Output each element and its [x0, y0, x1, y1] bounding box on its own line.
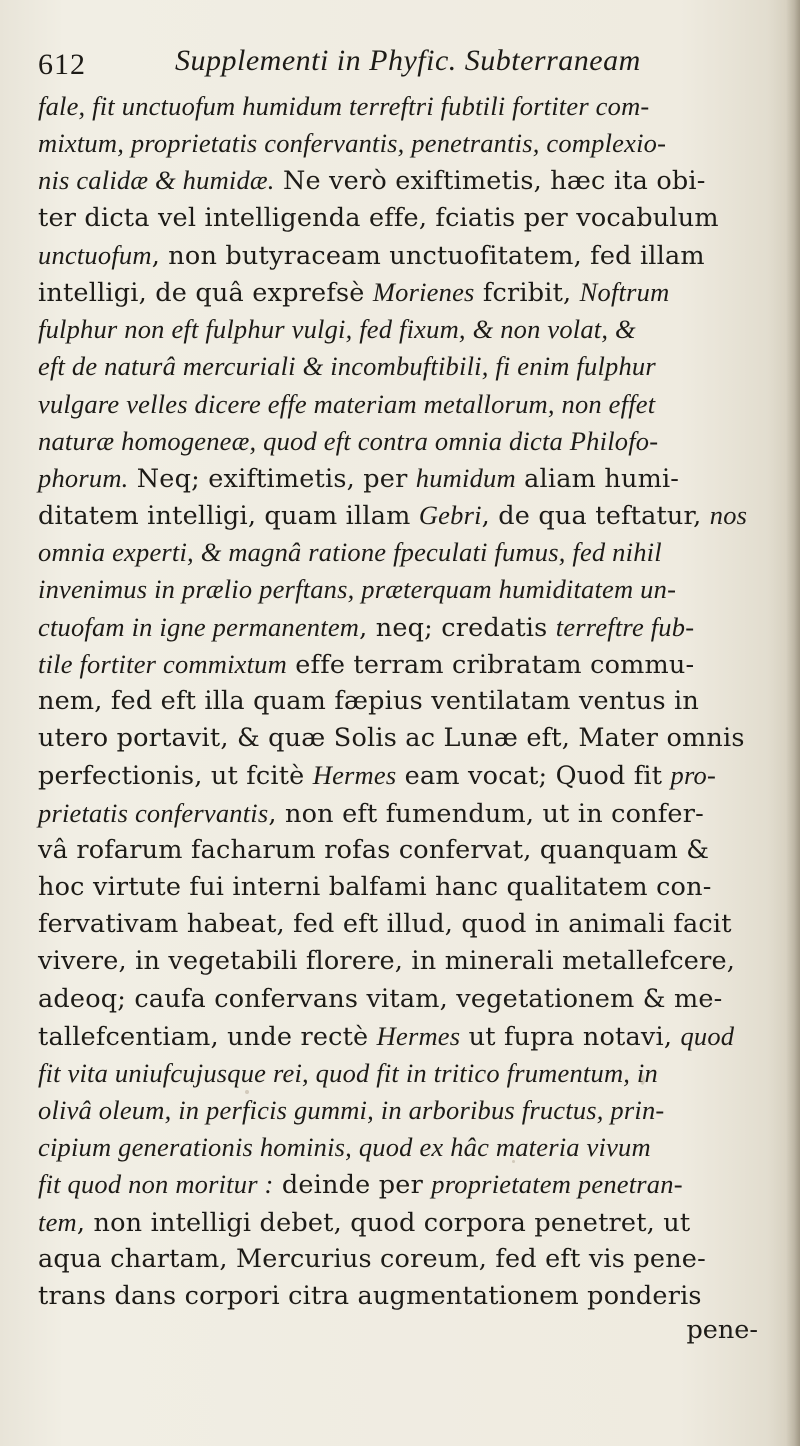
text-line	[38, 943, 768, 980]
text-line	[38, 274, 768, 311]
text-line	[38, 720, 768, 757]
italic-text-run: quod	[680, 1020, 735, 1051]
italic-text-run: unctuofum	[38, 239, 152, 270]
roman-text-run: , non butyraceam unctuofitatem, fed illam	[151, 240, 705, 271]
text-line	[38, 460, 768, 497]
catchword-row	[38, 1315, 768, 1351]
ink-speck	[245, 1090, 249, 1094]
italic-text-run: eft de naturâ mercuriali & incombuftibili, fi enim fulphur	[38, 351, 656, 382]
roman-text-run: vivere, in vegetabili florere, in minerali metallefcere,	[38, 946, 736, 977]
text-line	[38, 386, 768, 423]
page-header	[38, 44, 758, 84]
roman-text-run: nem, fed eft illa quam fæpius ventilatam ventus in	[38, 686, 700, 716]
roman-text-run: effe terram cribratam commu-	[286, 649, 695, 680]
italic-text-run: Morienes	[372, 276, 475, 307]
italic-text-run: ctuofam in igne permanentem	[38, 611, 360, 642]
italic-text-run: phorum.	[38, 462, 129, 493]
text-line	[38, 646, 768, 683]
italic-text-run: pro-	[670, 760, 716, 791]
roman-text-run: fervativam habeat, fed eft illud, quod in animali facit	[38, 909, 732, 940]
roman-text-run: perfectionis, ut fcitè	[38, 761, 313, 792]
italic-text-run: naturæ homogeneæ, quod eft contra omnia dicta Philofo-	[38, 425, 659, 456]
roman-text-run: fcribit,	[474, 277, 580, 308]
page-number: 612	[38, 48, 86, 81]
roman-text-run: vâ rofarum facharum rofas confervat, quanquam &	[38, 834, 710, 865]
text-line	[38, 981, 768, 1018]
italic-text-run: Gebri	[418, 500, 482, 531]
roman-text-run: utero portavit, & quæ Solis ac Lunæ eft, Mater omnis	[38, 723, 745, 754]
text-line	[38, 200, 768, 237]
text-line	[38, 423, 768, 460]
text-line	[38, 869, 768, 906]
roman-text-run: trans dans corpori citra augmentationem ponderis	[38, 1281, 702, 1311]
text-line	[38, 757, 768, 794]
ink-speck	[640, 1075, 645, 1085]
italic-text-run: humidum	[415, 462, 516, 493]
roman-text-run: Ne verò exiftimetis, hæc ita obi-	[274, 166, 706, 197]
roman-text-run: ut fupra notavi,	[460, 1021, 681, 1052]
italic-text-run: proprietatem penetran-	[431, 1169, 683, 1200]
italic-text-run: omnia experti, & magnâ ratione fpeculati fumus, fed nihil	[38, 537, 662, 568]
text-line	[38, 1241, 768, 1278]
roman-text-run: aliam humi-	[515, 463, 680, 494]
text-line	[38, 1166, 768, 1203]
italic-text-run: fit vita uniufcujusque rei, quod fit in tritico frumentum, in	[38, 1057, 658, 1088]
text-line	[38, 1204, 768, 1241]
italic-text-run: Noftrum	[579, 276, 670, 307]
running-head: Supplementi in Phyfic. Subterraneam	[175, 44, 641, 77]
text-line	[38, 1278, 768, 1315]
text-line	[38, 795, 768, 832]
text-line	[38, 348, 768, 385]
body-text	[38, 88, 768, 1315]
roman-text-run: deinde per	[273, 1170, 432, 1201]
italic-text-run: vulgare velles dicere effe materiam metallorum, non effet	[38, 388, 656, 419]
italic-text-run: mixtum, proprietatis confervantis, penetrantis, complexio-	[38, 128, 667, 159]
text-line	[38, 237, 768, 274]
roman-text-run: , non eft fumendum, ut in confer-	[268, 798, 704, 829]
italic-text-run: tile fortiter commixtum	[38, 648, 287, 679]
text-line	[38, 609, 768, 646]
text-line	[38, 88, 768, 125]
roman-text-run: intelligi, de quâ exprefsè	[38, 277, 373, 308]
roman-text-run: hoc virtute fui interni balfami hanc qualitatem con-	[38, 871, 712, 902]
roman-text-run: adeoq; caufa confervans vitam, vegetationem & me-	[38, 983, 723, 1014]
roman-text-run: , neq; credatis	[359, 612, 556, 643]
text-line	[38, 1129, 768, 1166]
italic-text-run: fulphur non eft fulphur vulgi, fed fixum, & non volat, &	[38, 314, 636, 345]
text-line	[38, 1018, 768, 1055]
text-line	[38, 683, 768, 720]
italic-text-run: Hermes	[312, 760, 397, 791]
roman-text-run: eam vocat; Quod fit	[396, 761, 671, 792]
text-line	[38, 497, 768, 534]
italic-text-run: prietatis confervantis	[38, 797, 269, 828]
text-line	[38, 1092, 768, 1129]
text-line	[38, 571, 768, 608]
text-line	[38, 534, 768, 571]
roman-text-run: Neq; exiftimetis, per	[128, 463, 416, 494]
catchword: pene-	[686, 1315, 758, 1345]
roman-text-run: tallefcentiam, unde rectè	[38, 1021, 377, 1052]
text-line	[38, 906, 768, 943]
italic-text-run: Hermes	[376, 1020, 461, 1051]
text-line	[38, 125, 768, 162]
roman-text-run: ditatem intelligi, quam illam	[38, 501, 419, 532]
italic-text-run: terreftre fub-	[555, 611, 695, 642]
italic-text-run: cipium generationis hominis, quod ex hâc materia vivum	[38, 1132, 651, 1163]
italic-text-run: nos	[709, 500, 748, 531]
text-line	[38, 1055, 768, 1092]
italic-text-run: nis calidæ & humidæ.	[38, 165, 275, 196]
text-line	[38, 832, 768, 869]
roman-text-run: aqua chartam, Mercurius coreum, fed eft vis pene-	[38, 1243, 706, 1274]
roman-text-run: ter dicta vel intelligenda effe, fciatis per vocabulum	[38, 202, 719, 233]
text-line	[38, 311, 768, 348]
ink-speck	[512, 1160, 515, 1163]
italic-text-run: tem	[38, 1206, 77, 1237]
page-edge-shadow	[786, 0, 800, 1446]
text-line	[38, 162, 768, 199]
roman-text-run: , de qua teftatur,	[481, 501, 710, 532]
roman-text-run: , non intelligi debet, quod corpora penetret, ut	[76, 1207, 691, 1238]
italic-text-run: olivâ oleum, in perficis gummi, in arboribus fructus, prin-	[38, 1095, 665, 1126]
italic-text-run: invenimus in prælio perftans, præterquam humiditatem un-	[38, 574, 677, 605]
italic-text-run: fale, fit unctuofum humidum terreftri fubtili fortiter com-	[38, 91, 650, 121]
italic-text-run: fit quod non moritur :	[38, 1169, 274, 1200]
